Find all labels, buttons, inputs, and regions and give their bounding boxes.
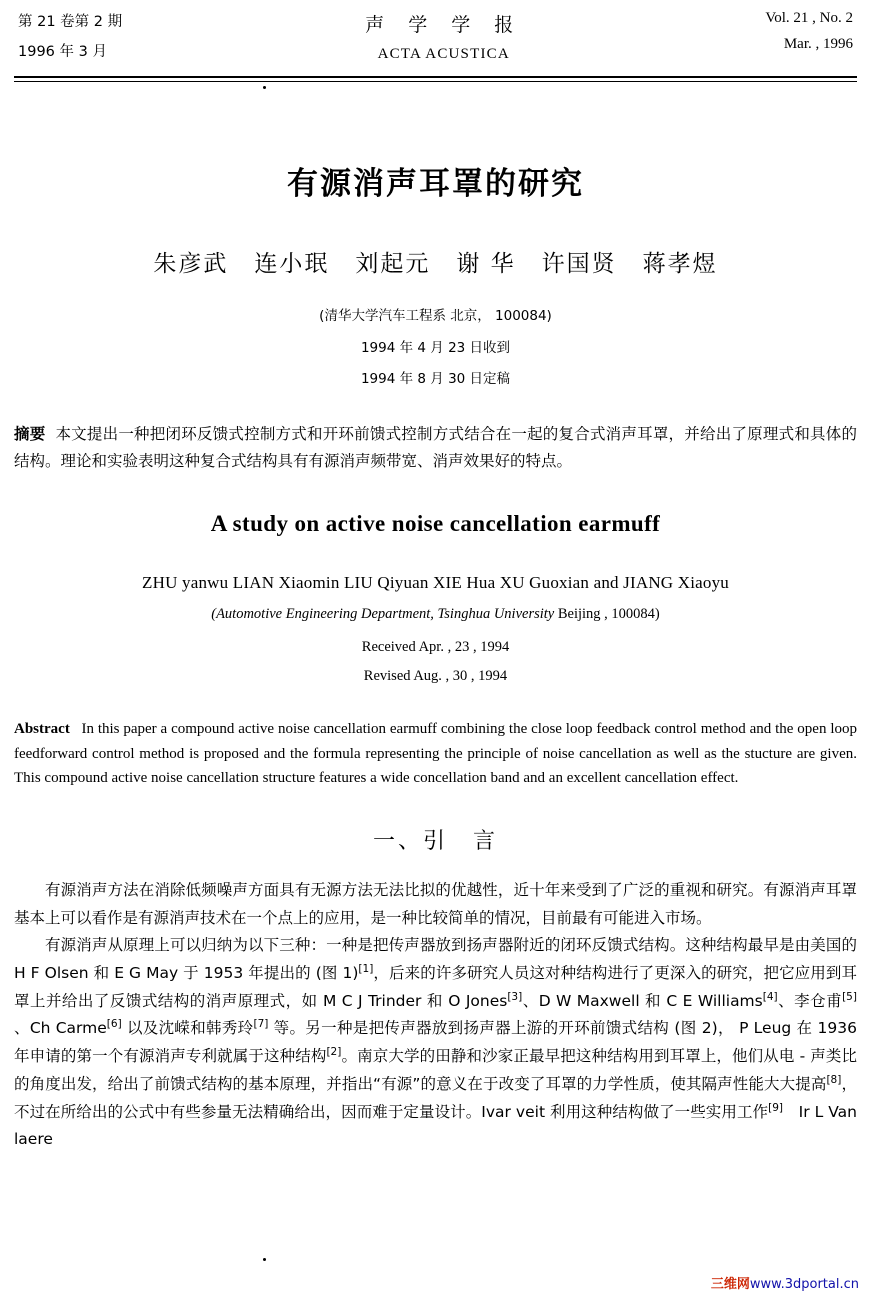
running-head-center [122, 10, 765, 63]
paragraph-2-seg-e: 、Ch Carme [14, 1019, 107, 1038]
running-head-left [18, 10, 122, 61]
revised-date-en: Revised Aug. , 30 , 1994 [363, 668, 508, 685]
paragraph-2-seg-c: 、D W Maxwell 和 C E Williams [522, 991, 763, 1010]
running-head-right [765, 10, 853, 53]
abstract-cn [14, 421, 857, 475]
body-text [14, 877, 857, 1154]
author-cn-2: 连小珉 [254, 251, 330, 277]
authors-cn [14, 245, 857, 278]
received-date-cn: 1994 年 4 月 23 日收到 [360, 340, 511, 356]
paragraph-2-seg-i: ，不过在所给出的公式中有些参量无法精确给出，因而难于定量设计。Ivar veit 利用这种结构做了一些实用工作 [14, 1074, 857, 1121]
journal-title-cn: 声 学 学 报 [365, 14, 523, 36]
paragraph-2-seg-f: 以及沈嵘和韩秀玲 [121, 1019, 254, 1038]
issue-date-cn: 1996 年 3 月 [18, 44, 107, 60]
section-heading-1: 一、引 言 [372, 829, 498, 855]
paragraph-2-seg-h: 。南京大学的田静和沙家正最早把这种结构用到耳罩上，他们从电 - 声类比的角度出发，给出了前馈式结构的基本原理，并指出“有源”的意义在于改变了耳罩的力学性质，使其隔声性能大大提高 [14, 1047, 857, 1093]
abstract-en-label: Abstract [14, 721, 70, 738]
author-cn-3: 刘起元 [355, 251, 431, 277]
citation-ref-4: [4] [762, 990, 778, 1003]
watermark-en: www.3dportal.cn [749, 1277, 859, 1292]
authors-en: ZHU yanwu LIAN Xiaomin LIU Qiyuan XIE Hua XU Guoxian and JIANG Xiaoyu [142, 573, 729, 593]
citation-ref-2: [2] [326, 1046, 342, 1059]
paragraph-1: 有源消声方法在消除低频噪声方面具有无源方法无法比拟的优越性，近十年来受到了广泛的重视和研究。有源消声耳罩基本上可以看作是有源消声技术在一个点上的应用，是一种比较简单的情况，目前最有可能进入市场。 [14, 881, 857, 927]
revised-date-cn: 1994 年 8 月 30 日定稿 [360, 371, 511, 387]
citation-ref-1: [1] [358, 962, 374, 975]
page-title-en: A study on active noise cancellation earmuff [210, 511, 661, 537]
citation-ref-7: [7] [253, 1018, 269, 1031]
citation-ref-5: [5] [842, 990, 857, 1003]
author-cn-5: 许国贤 [541, 251, 617, 277]
paragraph-2-seg-a: 有源消声从原理上可以归纳为以下三种：一种是把传声器放到扬声器附近的闭环反馈式结构。这种结构最早是由美国的 H F Olsen 和 E G May 于 1953 年提出的 (图 1) [14, 936, 857, 983]
volume-issue: 第 21 卷第 2 期 [18, 14, 123, 30]
header-rule-thin [14, 81, 857, 82]
page-title: 有源消声耳罩的研究 [287, 166, 584, 202]
paragraph-2 [14, 932, 857, 1154]
author-cn-4: 谢 华 [456, 251, 516, 277]
journal-title-en: ACTA ACUSTICA [377, 46, 510, 62]
paragraph-2-seg-j: Ir L Van laere [14, 1102, 857, 1149]
watermark-cn: 三维网 [710, 1277, 750, 1292]
issue-date-en: Mar. , 1996 [783, 36, 853, 52]
citation-ref-8: [8] [826, 1073, 842, 1086]
citation-ref-6: [6] [106, 1018, 122, 1031]
abstract-en-text: In this paper a compound active noise cancellation earmuff combining the close loop feedback control method and the open loop feedforward control method is proposed and the formula representing the principle of noise cancellation as well as the stucture are given. This compound active noise cancellation structure features a wide concellation band and an excellent cancellation effect. [14, 721, 857, 786]
citation-ref-9: [9] [768, 1101, 784, 1114]
paragraph-2-seg-d: 、李仓甫 [777, 991, 843, 1010]
affiliation-en-institution: (Automotive Engineering Department, Tsinghua University [211, 606, 555, 623]
running-head [18, 10, 853, 66]
paragraph-2-seg-g: 等。另一种是把传声器放到扬声器上游的开环前馈式结构 (图 2)， P Leug 在 1936 年申请的第一个有源消声专利就属于这种结构 [14, 1019, 857, 1066]
abstract-cn-text: 本文提出一种把闭环反馈式控制方式和开环前馈式控制方式结合在一起的复合式消声耳罩，并给出了原理式和具体的结构。理论和实验表明这种复合式结构具有有源消声频带宽、消声效果好的特点。 [14, 425, 857, 471]
watermark [711, 1273, 859, 1292]
abstract-cn-label: 摘要 [14, 425, 46, 443]
header-double-rule [14, 76, 857, 82]
citation-ref-3: [3] [507, 990, 523, 1003]
affiliation-en-city: Beijing , 100084) [557, 606, 660, 623]
author-cn-1: 朱彦武 [153, 251, 229, 277]
abstract-en [14, 717, 857, 790]
volume-issue-en: Vol. 21 , No. 2 [765, 10, 853, 26]
top-register-dot [263, 86, 266, 89]
received-date-en: Received Apr. , 23 , 1994 [361, 639, 510, 656]
article-content [14, 96, 857, 1154]
bottom-register-dot [263, 1258, 266, 1261]
affiliation-cn: (清华大学汽车工程系 北京， 100084) [319, 308, 552, 324]
affiliation-en [14, 606, 857, 623]
paragraph-2-seg-b: ，后来的许多研究人员这对种结构进行了更深入的研究，把它应用到耳罩上并给出了反馈式结构的消声原理式，如 M C J Trinder 和 O Jones [14, 964, 857, 1010]
header-rule-thick [14, 76, 857, 78]
author-cn-6: 蒋孝煜 [642, 251, 718, 277]
